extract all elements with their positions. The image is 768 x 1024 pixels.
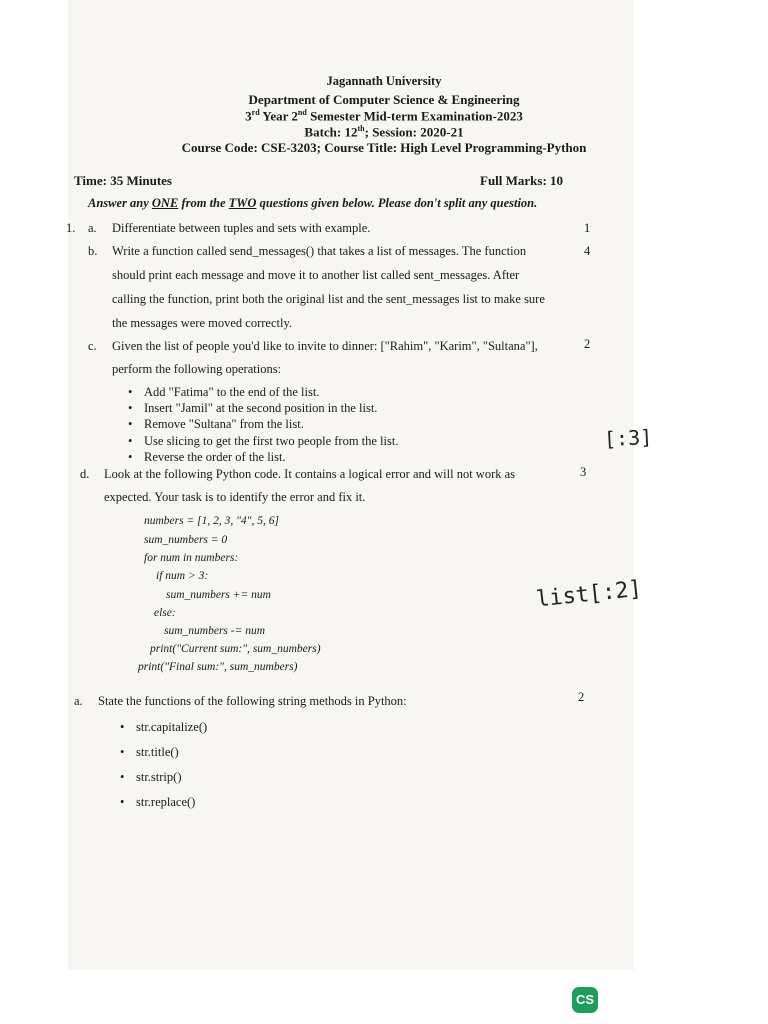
q2a-bullet-2: • str.title() bbox=[120, 745, 179, 760]
batch-session: Batch: 12th; Session: 2020-21 bbox=[304, 124, 464, 140]
q1b-line-3: calling the function, print both the original list and the sent_messages list to make sure bbox=[112, 292, 545, 306]
q1d-line-1: Look at the following Python code. It contains a logical error and will not work as bbox=[104, 467, 516, 481]
q1c-bullet-5: • Reverse the order of the list. bbox=[128, 450, 286, 465]
q2a-bullet-4: • str.replace() bbox=[120, 795, 195, 810]
code-line-4: if num > 3: bbox=[156, 570, 209, 582]
code-line-3: for num in numbers: bbox=[144, 552, 239, 564]
q1d-mark: 3 bbox=[580, 465, 587, 479]
q2a-text: State the functions of the following string methods in Python: bbox=[98, 694, 407, 708]
code-line-6: else: bbox=[154, 607, 176, 619]
q1c-mark: 2 bbox=[584, 337, 591, 351]
q2a-mark: 2 bbox=[578, 690, 585, 704]
q1b-line-1: Write a function called send_messages() that takes a list of messages. The function bbox=[112, 244, 527, 258]
department-name: Department of Computer Science & Engineering bbox=[248, 92, 520, 107]
handwritten-note-list: list[:2] bbox=[534, 576, 643, 613]
code-line-9: print("Final sum:", sum_numbers) bbox=[138, 661, 298, 673]
q1c-bullet-3: • Remove "Sultana" from the list. bbox=[128, 417, 304, 432]
question-1-number: 1. bbox=[66, 221, 76, 235]
q2a-bullet-3: • str.strip() bbox=[120, 770, 181, 785]
instruction: Answer any ONE from the TWO questions given below. Please don't split any question. bbox=[88, 196, 538, 210]
code-line-7: sum_numbers -= num bbox=[164, 625, 266, 637]
q1a-label: a. bbox=[88, 221, 97, 235]
q2a-bullet-1: • str.capitalize() bbox=[120, 720, 207, 735]
exam-time: Time: 35 Minutes bbox=[74, 173, 172, 188]
q1c-line-1: Given the list of people you'd like to invite to dinner: ["Rahim", "Karim", "Sultana"], bbox=[112, 339, 538, 353]
q1b-mark: 4 bbox=[584, 244, 591, 258]
code-line-1: numbers = [1, 2, 3, "4", 5, 6] bbox=[144, 515, 279, 527]
q1c-line-2: perform the following operations: bbox=[112, 362, 282, 376]
exam-title: 3rd Year 2nd Semester Mid-term Examination-2023 bbox=[245, 108, 523, 124]
q1b-label: b. bbox=[88, 244, 98, 258]
q1a-mark: 1 bbox=[584, 221, 591, 235]
q1a-text: Differentiate between tuples and sets with example. bbox=[112, 221, 371, 235]
code-line-5: sum_numbers += num bbox=[166, 589, 271, 601]
code-line-2: sum_numbers = 0 bbox=[144, 534, 228, 546]
q1c-bullet-4: • Use slicing to get the first two people from the list. bbox=[128, 434, 398, 449]
q1c-label: c. bbox=[88, 339, 97, 353]
q1d-label: d. bbox=[80, 467, 90, 481]
q1b-line-2: should print each message and move it to another list called sent_messages. After bbox=[112, 268, 520, 282]
q1d-line-2: expected. Your task is to identify the error and fix it. bbox=[104, 490, 366, 504]
q2a-label: a. bbox=[74, 694, 83, 708]
camscanner-logo-icon: CS bbox=[572, 987, 598, 1013]
q1c-bullet-1: • Add "Fatima" to the end of the list. bbox=[128, 385, 319, 400]
q1b-line-4: the messages were moved correctly. bbox=[112, 316, 293, 330]
code-line-8: print("Current sum:", sum_numbers) bbox=[150, 643, 321, 655]
full-marks: Full Marks: 10 bbox=[480, 173, 564, 188]
course-info: Course Code: CSE-3203; Course Title: High Level Programming-Python bbox=[181, 140, 587, 155]
q1c-bullet-2: • Insert "Jamil" at the second position in the list. bbox=[128, 401, 377, 416]
university-name: Jagannath University bbox=[326, 74, 442, 88]
handwritten-note-slice: [:3] bbox=[603, 424, 653, 452]
